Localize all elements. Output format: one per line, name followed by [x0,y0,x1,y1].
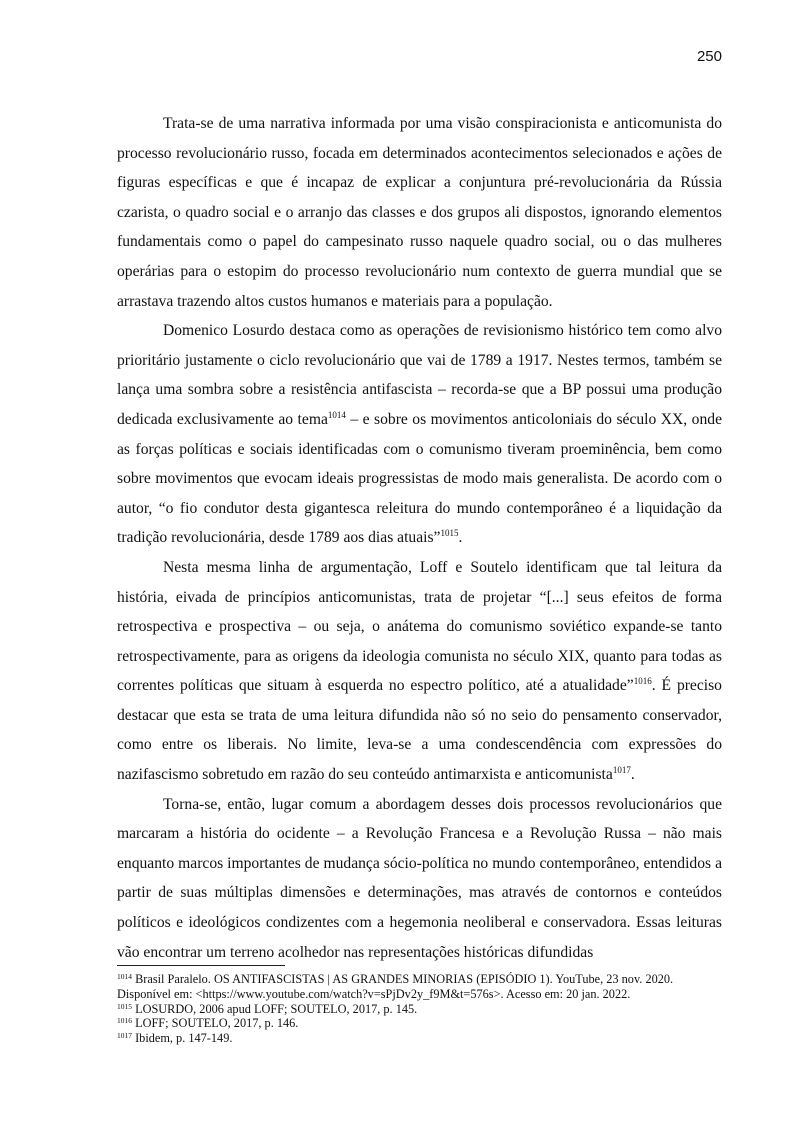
footnote-ref[interactable]: 1016 [633,676,652,687]
paragraph-text: . [458,529,463,547]
footnote-text: Brasil Paralelo. OS ANTIFASCISTAS | AS GRANDES MINORIAS (EPISÓDIO 1). YouTube, 23 nov. 2020. Disponível em: <https://www.youtube.com/watch?v=sPjDv2y_f9M&t=576s>. Acesso em: 20 jan. 2022. [117,972,674,1001]
footnote-divider [117,965,285,966]
footnote-ref[interactable]: 1014 [327,409,346,420]
paragraph-text: . [630,766,635,784]
footnote-ref[interactable]: 1015 [440,528,459,539]
paragraph-text: Domenico Losurdo destaca como as operações de revisionismo histórico tem como alvo prioritário justamente o ciclo revolucionário que vai de 1789 a 1917. Nestes termos, também se lança uma sombra sobre a resistência antifascista – recorda-se que a BP possui uma produção dedicada exclusivamente ao tema [117,322,722,428]
paragraph-text: Trata-se de uma narrativa informada por uma visão conspiracionista e anticomunista do processo revolucionário russo, focada em determinados acontecimentos selecionados e ações de figuras específicas e que é incapaz de explicar a conjuntura pré-revolucionária da Rússia czarista, o quadro social e o arranjo das classes e dos grupos ali dispostos, ignorando elementos fundamentais como o papel do campesinato russo naquele quadro social, ou o das mulheres operárias para o estopim do processo revolucionário num contexto de guerra mundial que se arrastava trazendo altos custos humanos e materiais para a população. [117,115,722,310]
paragraph [117,553,722,790]
page-number: 250 [696,48,722,65]
paragraph-text: Torna-se, então, lugar comum a abordagem desses dois processos revolucionários que marcaram a história do ocidente – a Revolução Francesa e a Revolução Russa – não mais enquanto marcos importantes de mudança sócio-política no mundo contemporâneo, entendidos a partir de suas múltiplas dimensões e determinações, mas através de contornos e conteúdos políticos e ideológicos condizentes com a hegemonia neoliberal e conservadora. Essas leituras vão encontrar um terreno acolhedor nas representações históricas difundidas [117,795,722,961]
footnote [117,972,727,1002]
footnote-mark: 1014 [117,972,132,981]
paragraph [117,109,722,316]
footnote [117,1031,727,1046]
footnotes [117,972,727,1046]
footnote-mark: 1017 [117,1031,132,1041]
paragraph [117,316,722,553]
paragraph [117,790,722,968]
body-text [117,109,722,967]
footnote-text: LOFF; SOUTELO, 2017, p. 146. [132,1016,299,1031]
footnote-mark: 1016 [117,1016,132,1026]
footnote-text: Ibidem, p. 147-149. [132,1031,233,1046]
footnote-ref[interactable]: 1017 [612,765,631,776]
paragraph-text: . É preciso destacar que esta se trata de uma leitura difundida não só no seio do pensamento conservador, como entre os liberais. No limite, leva-se a uma condescendência com expressões do nazifascismo sobretudo em razão do seu conteúdo antimarxista e anticomunista [117,677,722,784]
footnote [117,1002,727,1017]
paragraph-text: Nesta mesma linha de argumentação, Loff e Soutelo identificam que tal leitura da história, eivada de princípios anticomunistas, trata de projetar “[...] seus efeitos de forma retrospectiva e prospectiva – ou seja, o anátema do comunismo soviético expande-se tanto retrospectivamente, para as origens da ideologia comunista no século XIX, quanto para todas as correntes políticas que situam à esquerda no espectro político, até a atualidade” [117,558,722,695]
paragraph-text: – e sobre os movimentos anticoloniais do século XX, onde as forças políticas e sociais identificadas com o comunismo tiveram proeminência, bem como sobre movimentos que evocam ideais progressistas de modo mais generalista. De acordo com o autor, “o fio condutor desta gigantesca releitura do mundo contemporâneo é a liquidação da tradição revolucionária, desde 1789 aos dias atuais” [117,410,722,547]
footnote-mark: 1015 [117,1001,132,1011]
footnote [117,1016,727,1031]
footnote-text: LOSURDO, 2006 apud LOFF; SOUTELO, 2017, p. 145. [132,1001,418,1016]
